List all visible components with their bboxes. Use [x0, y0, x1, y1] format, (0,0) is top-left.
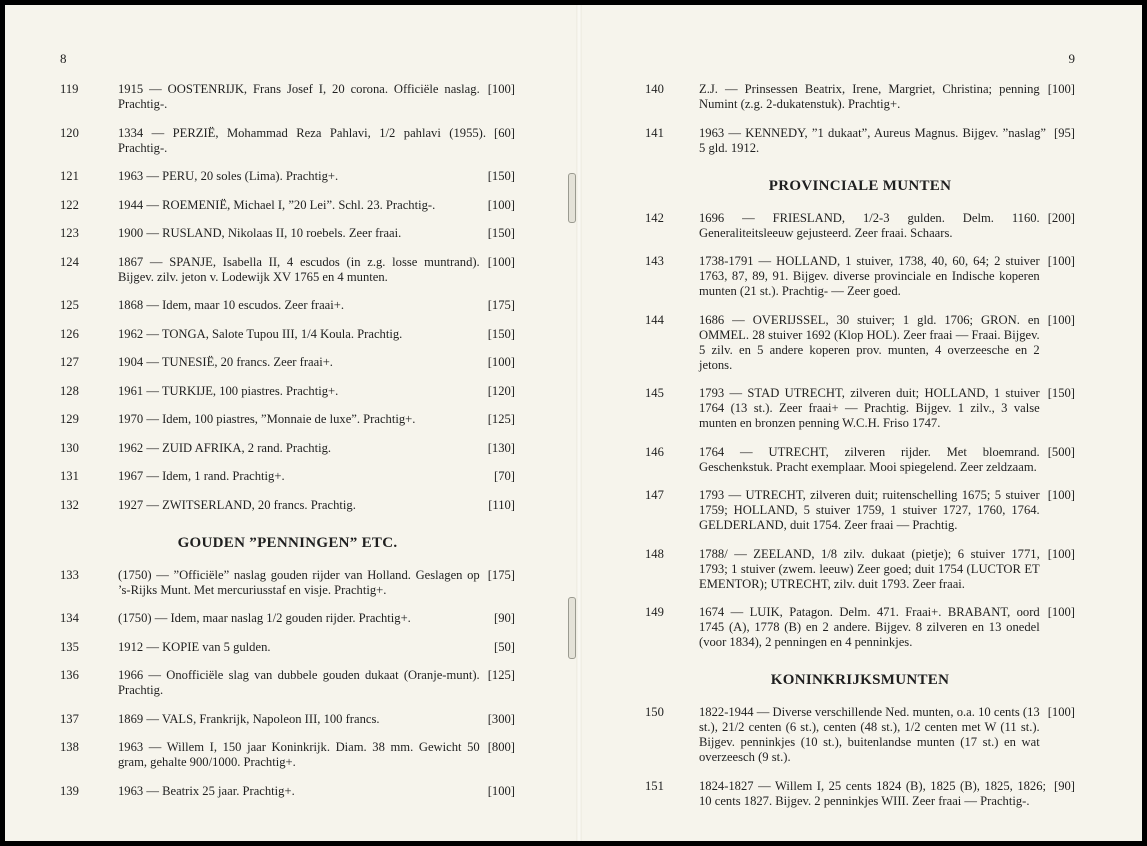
lot-description: 1334 — PERZIË, Mohammad Reza Pahlavi, 1/2 pahlavi (1955). Prachtig-.	[118, 125, 487, 155]
lot-description: 1961 — TURKIJE, 100 piastres. Prachtig+.	[118, 383, 339, 398]
lot-description: 1822-1944 — Diverse verschillende Ned. munten, o.a. 10 cents (13 st.), 21/2 centen (6 st.), centen (48 st.), 1/2 centen met W (11 st.). Bijgev. penninkjes (10 st.), buitenlandse munten (17 st.) en wat overzeesch (9 st.).	[699, 705, 1040, 764]
lot-entry	[60, 169, 515, 184]
section-heading: KONINKRIJKSMUNTEN	[770, 672, 950, 688]
lot-number: 121	[60, 169, 79, 183]
lot-entry	[60, 255, 515, 285]
lot-description: 1793 — STAD UTRECHT, zilveren duit; HOLLAND, 1 stuiver 1764 (13 st.). Zeer fraai+ — Prachtig. Bijgev. 1 zilv., 3 valse munten en bronzen penning W.C.H. Friso 1747.	[699, 386, 1040, 430]
lot-estimate: [100]	[1047, 488, 1075, 502]
lot-description: 1696 — FRIESLAND, 1/2-3 gulden. Delm. 1160. Generaliteitsleeuw gejusteerd. Zeer fraai. Schaars.	[699, 210, 1040, 240]
lot-estimate: [800]	[487, 740, 515, 754]
lot-estimate: [100]	[487, 82, 515, 96]
lot-number: 151	[645, 778, 664, 793]
lot-estimate: [500]	[1047, 444, 1075, 459]
lot-entry	[60, 469, 515, 484]
lot-entry	[60, 498, 515, 513]
lot-description: 1970 — Idem, 100 piastres, ”Monnaie de luxe”. Prachtig+.	[118, 412, 416, 426]
lot-list	[645, 82, 1075, 822]
lot-estimate: [175]	[487, 298, 515, 312]
lot-entry	[60, 82, 515, 112]
lot-estimate: [100]	[1047, 312, 1075, 327]
lot-entry	[645, 254, 1075, 299]
lot-number: 133	[60, 567, 79, 582]
lot-description: (1750) — ”Officiële” naslag gouden rijder van Holland. Geslagen op ’s-Rijks Munt. Met mercuriusstaf en visje. Prachtig+.	[118, 567, 480, 597]
lot-list	[60, 82, 515, 812]
lot-number: 141	[645, 125, 664, 140]
lot-description: 1927 — ZWITSERLAND, 20 francs. Prachtig.	[118, 497, 356, 512]
lot-entry	[60, 640, 515, 655]
lot-description: 1915 — OOSTENRIJK, Frans Josef I, 20 corona. Officiële naslag. Prachtig-.	[118, 82, 480, 111]
lot-description: 1869 — VALS, Frankrijk, Napoleon III, 100 francs.	[118, 711, 380, 726]
lot-number: 144	[645, 312, 664, 327]
lot-estimate: [90]	[1054, 778, 1075, 793]
lot-estimate: [100]	[487, 783, 515, 798]
lot-entry	[60, 740, 515, 770]
lot-estimate: [150]	[487, 169, 515, 183]
lot-entry	[60, 568, 515, 598]
lot-number: 148	[645, 546, 664, 561]
lot-estimate: [130]	[487, 440, 515, 455]
lot-number: 150	[645, 705, 664, 719]
lot-description: 1764 — UTRECHT, zilveren rijder. Met bloemrand. Geschenkstuk. Pracht exemplaar. Mooi spiegelend. Zeer zeldzaam.	[699, 444, 1040, 474]
lot-number: 123	[60, 226, 79, 240]
lot-description: 1963 — PERU, 20 soles (Lima). Prachtig+.	[118, 169, 339, 183]
lot-entry	[60, 226, 515, 241]
lot-description: 1738-1791 — HOLLAND, 1 stuiver, 1738, 40, 60, 64; 2 stuiver 1763, 87, 89, 91. Bijgev. diverse provinciale en Indische koperen munten (21 st.). Prachtig- — Zeer goed.	[699, 254, 1040, 298]
lot-number: 119	[60, 82, 79, 96]
lot-description: 1867 — SPANJE, Isabella II, 4 escudos (in z.g. losse muntrand). Bijgev. zilv. jeton v. Lodewijk XV 1765 en 4 munten.	[118, 254, 480, 284]
lot-entry	[60, 412, 515, 427]
lot-description: 1963 — Willem I, 150 jaar Koninkrijk. Diam. 38 mm. Gewicht 50 gram, gehalte 900/1000. Prachtig+.	[118, 740, 480, 769]
lot-entry	[645, 313, 1075, 373]
lot-estimate: [100]	[1047, 254, 1075, 268]
lot-description: 1824-1827 — Willem I, 25 cents 1824 (B), 1825 (B), 1825, 1826; 10 cents 1827. Bijgev. 2 penninkjes WIII. Zeer fraai — Prachtig-.	[699, 778, 1047, 808]
catalog-spread	[5, 5, 1142, 841]
lot-number: 140	[645, 82, 664, 96]
right-page	[645, 5, 1075, 841]
lot-estimate: [150]	[487, 226, 515, 240]
lot-estimate: [125]	[487, 668, 515, 682]
lot-description: 1962 — ZUID AFRIKA, 2 rand. Prachtig.	[118, 440, 332, 455]
lot-description: 1966 — Onofficiële slag van dubbele gouden dukaat (Oranje-munt). Prachtig.	[118, 668, 480, 697]
lot-estimate: [300]	[487, 711, 515, 726]
lot-number: 128	[60, 383, 79, 398]
lot-entry	[60, 384, 515, 399]
left-page	[60, 5, 515, 841]
lot-entry	[645, 386, 1075, 431]
page-number: 8	[60, 51, 67, 66]
lot-entry	[60, 298, 515, 313]
lot-number: 131	[60, 469, 79, 483]
lot-description: 1868 — Idem, maar 10 escudos. Zeer fraai+.	[118, 298, 345, 312]
lot-description: 1963 — Beatrix 25 jaar. Prachtig+.	[118, 783, 295, 798]
lot-description: 1674 — LUIK, Patagon. Delm. 471. Fraai+. BRABANT, oord 1745 (A), 1778 (B) en 2 andere. Bijgev. 8 zilveren en 13 onedel (voor 1834), 2 penningen en 4 penninkjes.	[699, 605, 1040, 649]
lot-number: 126	[60, 326, 79, 341]
lot-entry	[60, 126, 515, 156]
lot-entry	[60, 198, 515, 213]
lot-estimate: [100]	[1047, 605, 1075, 619]
lot-entry	[645, 82, 1075, 112]
section-heading: GOUDEN ”PENNINGEN” ETC.	[177, 534, 398, 551]
lot-number: 125	[60, 298, 79, 312]
lot-description: 1904 — TUNESIË, 20 francs. Zeer fraai+.	[118, 355, 333, 369]
lot-number: 138	[60, 740, 79, 754]
lot-description: 1900 — RUSLAND, Nikolaas II, 10 roebels. Zeer fraai.	[118, 226, 402, 240]
lot-estimate: [100]	[1047, 705, 1075, 719]
lot-entry	[645, 705, 1075, 765]
lot-estimate: [50]	[494, 639, 515, 654]
lot-entry	[645, 605, 1075, 650]
lot-estimate: [200]	[1047, 210, 1075, 225]
lot-entry	[60, 441, 515, 456]
lot-description: 1788/ — ZEELAND, 1/8 zilv. dukaat (pietje); 6 stuiver 1771, 1793; 1 stuiver (zwem. leeuw) Zeer goed; duit 1754 (LUCTOR ET EMENTOR); UTRECHT, zilv. duit 1793. Zeer fraai.	[699, 546, 1040, 591]
staple-top	[568, 173, 576, 223]
lot-entry	[60, 668, 515, 698]
lot-estimate: [70]	[494, 469, 515, 483]
lot-entry	[60, 784, 515, 799]
lot-entry	[645, 488, 1075, 533]
lot-estimate: [100]	[487, 254, 515, 269]
lot-entry	[60, 611, 515, 626]
lot-description: 1944 — ROEMENIË, Michael I, ”20 Lei”. Schl. 23. Prachtig-.	[118, 197, 436, 212]
lot-estimate: [60]	[494, 125, 515, 140]
lot-estimate: [100]	[1047, 546, 1075, 561]
lot-entry	[645, 547, 1075, 592]
center-fold	[576, 5, 582, 841]
lot-description: 1962 — TONGA, Salote Tupou III, 1/4 Koula. Prachtig.	[118, 326, 403, 341]
lot-number: 132	[60, 497, 79, 512]
lot-estimate: [90]	[494, 611, 515, 625]
lot-number: 146	[645, 444, 664, 459]
lot-number: 127	[60, 355, 79, 369]
lot-description: Z.J. — Prinsessen Beatrix, Irene, Margriet, Christina; penning Numint (z.g. 2-dukatenstuk). Prachtig+.	[699, 82, 1040, 111]
lot-description: 1686 — OVERIJSSEL, 30 stuiver; 1 gld. 1706; GRON. en OMMEL. 28 stuiver 1692 (Klop HOL). Zeer fraai — Fraai. Bijgev. 5 zilv. en 5 andere koperen prov. munten, 4 overzeesche en 2 jetons.	[699, 312, 1040, 372]
lot-estimate: [150]	[1047, 386, 1075, 400]
lot-entry	[60, 355, 515, 370]
lot-description: 1793 — UTRECHT, zilveren duit; ruitenschelling 1675; 5 stuiver 1759; HOLLAND, 5 stuiver 1759, 1 stuiver 1727, 1760, 1764. GELDERLAND, duit 1754. Zeer fraai — Prachtig.	[699, 488, 1040, 532]
lot-estimate: [175]	[487, 567, 515, 582]
lot-number: 134	[60, 611, 79, 625]
lot-number: 130	[60, 440, 79, 455]
lot-number: 137	[60, 711, 79, 726]
lot-number: 143	[645, 254, 664, 268]
lot-description: 1912 — KOPIE van 5 gulden.	[118, 639, 271, 654]
lot-number: 147	[645, 488, 664, 502]
lot-estimate: [100]	[487, 197, 515, 212]
lot-estimate: [125]	[487, 412, 515, 426]
lot-entry	[645, 126, 1075, 156]
lot-number: 122	[60, 197, 79, 212]
lot-number: 129	[60, 412, 79, 426]
page-number: 9	[1068, 51, 1075, 66]
lot-estimate: [150]	[487, 326, 515, 341]
lot-number: 136	[60, 668, 79, 682]
lot-number: 139	[60, 783, 79, 798]
lot-number: 149	[645, 605, 664, 619]
lot-number: 120	[60, 125, 79, 140]
lot-entry	[645, 779, 1075, 809]
lot-entry	[60, 327, 515, 342]
lot-entry	[645, 211, 1075, 241]
lot-entry	[60, 712, 515, 727]
lot-description: 1967 — Idem, 1 rand. Prachtig+.	[118, 469, 285, 483]
lot-estimate: [110]	[488, 497, 515, 512]
lot-number: 135	[60, 639, 79, 654]
lot-description: (1750) — Idem, maar naslag 1/2 gouden rijder. Prachtig+.	[118, 611, 411, 625]
lot-number: 124	[60, 254, 79, 269]
lot-estimate: [120]	[487, 383, 515, 398]
lot-entry	[645, 445, 1075, 475]
lot-estimate: [100]	[487, 355, 515, 369]
lot-number: 142	[645, 210, 664, 225]
lot-number: 145	[645, 386, 664, 400]
lot-estimate: [100]	[1047, 82, 1075, 96]
lot-estimate: [95]	[1054, 125, 1075, 140]
lot-description: 1963 — KENNEDY, ”1 dukaat”, Aureus Magnus. Bijgev. ”naslag” 5 gld. 1912.	[699, 125, 1047, 155]
staple-bottom	[568, 597, 576, 659]
section-heading: PROVINCIALE MUNTEN	[768, 177, 952, 194]
